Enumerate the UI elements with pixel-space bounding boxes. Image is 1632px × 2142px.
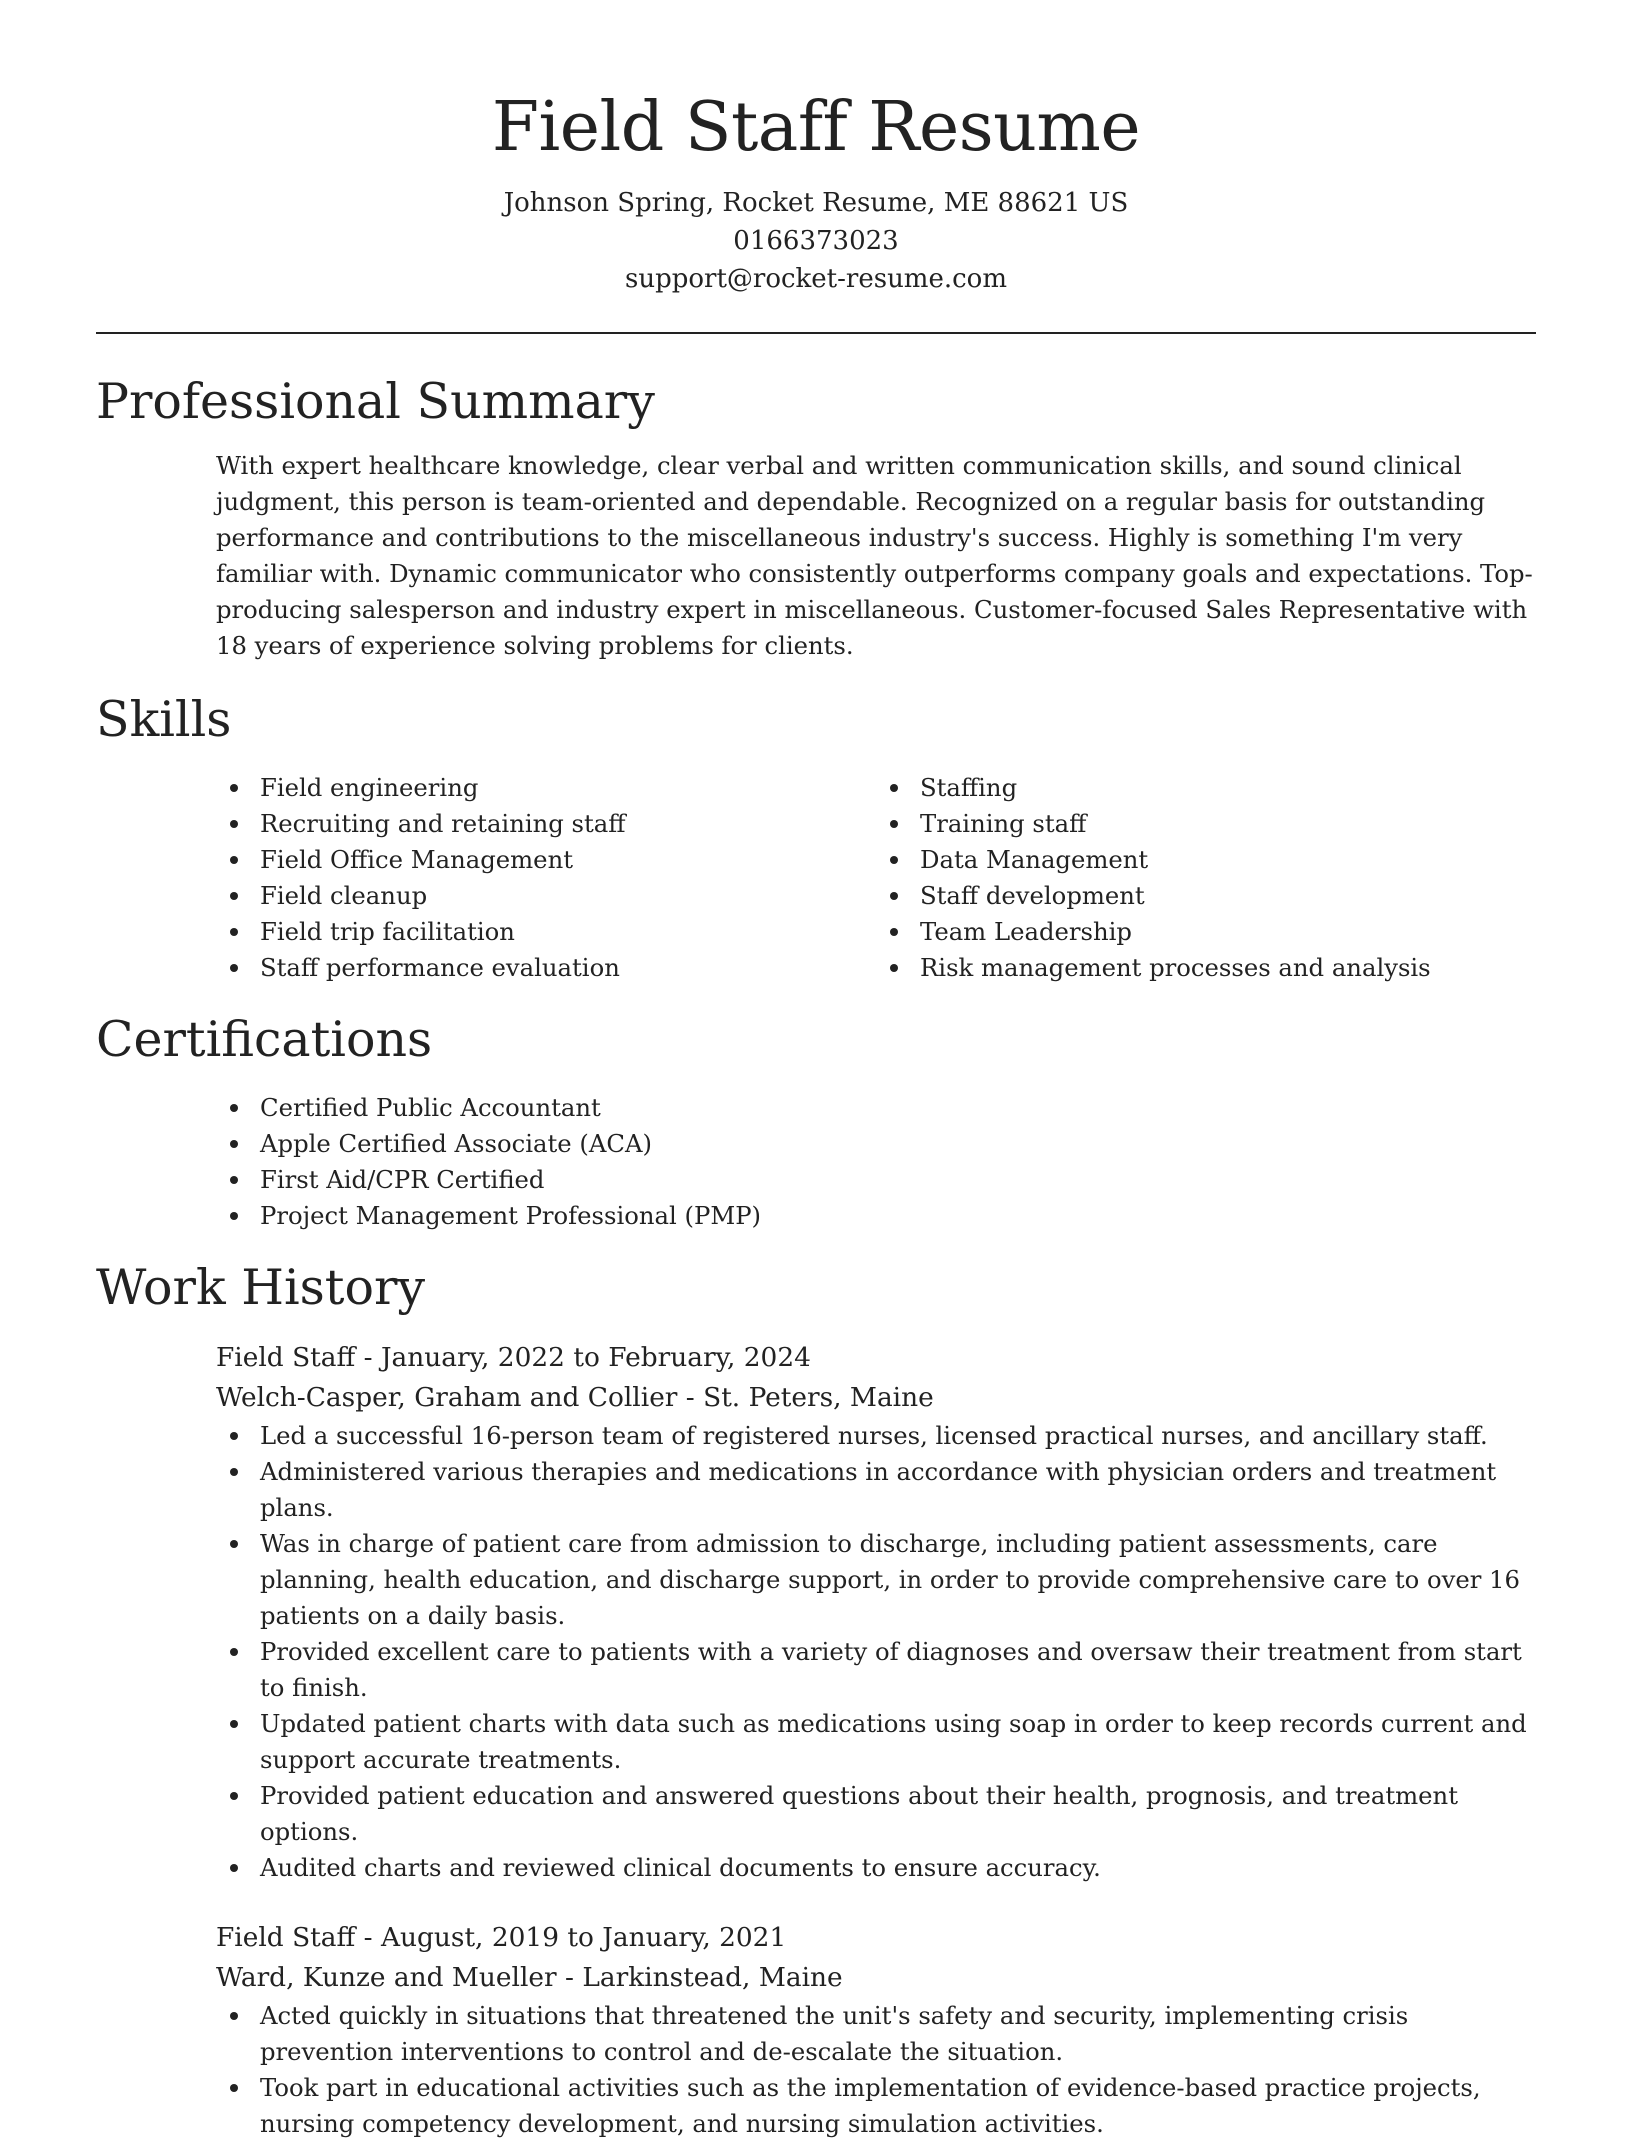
job-role-dates: Field Staff - August, 2019 to January, 2021 bbox=[216, 1922, 787, 1953]
summary-heading: Professional Summary bbox=[96, 373, 655, 430]
work-history-heading: Work History bbox=[96, 1259, 426, 1316]
job-duty-item: Was in charge of patient care from admission to discharge, including patient assessments, care planning, health education, and discharge support, in order to provide comprehensive care to over 16 patients on a daily basis. bbox=[260, 1526, 1536, 1634]
job-duties-list bbox=[216, 1418, 1536, 1886]
resume-header bbox=[96, 0, 1536, 298]
contact-block bbox=[96, 184, 1536, 298]
skill-item: Field Office Management bbox=[260, 842, 876, 878]
job-employer-location: Welch-Casper, Graham and Collier - St. Peters, Maine bbox=[216, 1382, 934, 1413]
contact-address: Johnson Spring, Rocket Resume, ME 88621 US bbox=[503, 188, 1129, 218]
job-entry bbox=[216, 1338, 1536, 1886]
skill-item: Field engineering bbox=[260, 770, 876, 806]
contact-email: support@rocket-resume.com bbox=[624, 264, 1007, 294]
skill-item: Staff development bbox=[920, 878, 1536, 914]
skill-item: Training staff bbox=[920, 806, 1536, 842]
resume-page bbox=[96, 0, 1536, 2142]
job-duties-list bbox=[216, 1998, 1536, 2142]
header-divider bbox=[96, 332, 1536, 334]
job-entry bbox=[216, 1918, 1536, 2142]
job-duty-item: Audited charts and reviewed clinical documents to ensure accuracy. bbox=[260, 1850, 1536, 1886]
certification-item: Certified Public Accountant bbox=[260, 1090, 1536, 1126]
certification-item: Apple Certified Associate (ACA) bbox=[260, 1126, 1536, 1162]
skill-item: Field trip facilitation bbox=[260, 914, 876, 950]
job-duty-item: Updated patient charts with data such as medications using soap in order to keep records current and support accurate treatments. bbox=[260, 1706, 1536, 1778]
skill-item: Recruiting and retaining staff bbox=[260, 806, 876, 842]
skills-heading: Skills bbox=[96, 691, 232, 748]
skills-list-left bbox=[216, 770, 876, 986]
skills-list-right bbox=[876, 770, 1536, 986]
job-duty-item: Took part in educational activities such as the implementation of evidence-based practice projects, nursing competency development, and nursing simulation activities. bbox=[260, 2070, 1536, 2142]
skill-item: Staff performance evaluation bbox=[260, 950, 876, 986]
job-duty-item: Provided patient education and answered questions about their health, prognosis, and treatment options. bbox=[260, 1778, 1536, 1850]
job-role-dates: Field Staff - January, 2022 to February, 2024 bbox=[216, 1342, 811, 1373]
certifications-block bbox=[216, 1090, 1536, 1234]
job-duty-item: Provided excellent care to patients with a variety of diagnoses and oversaw their treatment from start to finish. bbox=[260, 1634, 1536, 1706]
summary-text: With expert healthcare knowledge, clear verbal and written communication skills, and sound clinical judgment, this person is team-oriented and dependable. Recognized on a regular basis for outstanding performance and contributions to the miscellaneous industry's success. Highly is something I'm very familiar with. Dynamic communicator who consistently outperforms company goals and expectations. Top-producing salesperson and industry expert in miscellaneous. Customer-focused Sales Representative with 18 years of experience solving problems for clients. bbox=[216, 451, 1533, 660]
certifications-heading: Certifications bbox=[96, 1011, 433, 1068]
skill-item: Field cleanup bbox=[260, 878, 876, 914]
skill-item: Risk management processes and analysis bbox=[920, 950, 1536, 986]
contact-phone: 0166373023 bbox=[733, 226, 899, 256]
skill-item: Data Management bbox=[920, 842, 1536, 878]
skills-columns bbox=[216, 770, 1536, 986]
certification-item: First Aid/CPR Certified bbox=[260, 1162, 1536, 1198]
job-employer-location: Ward, Kunze and Mueller - Larkinstead, Maine bbox=[216, 1962, 843, 1993]
certification-item: Project Management Professional (PMP) bbox=[260, 1198, 1536, 1234]
job-duty-item: Led a successful 16-person team of registered nurses, licensed practical nurses, and ancillary staff. bbox=[260, 1418, 1536, 1454]
job-duty-item: Acted quickly in situations that threatened the unit's safety and security, implementing crisis prevention interventions to control and de-escalate the situation. bbox=[260, 1998, 1536, 2070]
certifications-list bbox=[216, 1090, 1536, 1234]
job-duty-item: Administered various therapies and medications in accordance with physician orders and treatment plans. bbox=[260, 1454, 1536, 1526]
skill-item: Team Leadership bbox=[920, 914, 1536, 950]
resume-title: Field Staff Resume bbox=[491, 88, 1141, 167]
skill-item: Staffing bbox=[920, 770, 1536, 806]
